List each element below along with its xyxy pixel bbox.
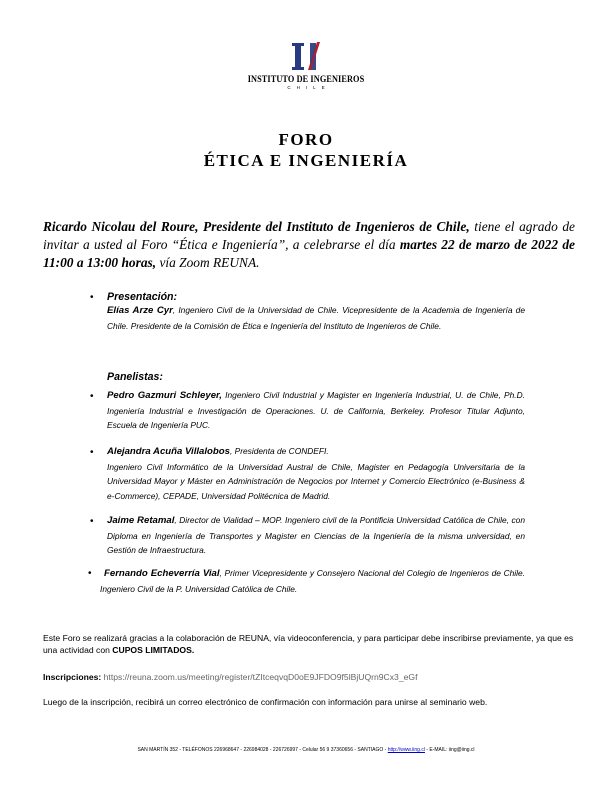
intro-date: martes 22 de marzo de 2022 de 11:00 a 13:00 horas, (43, 237, 575, 270)
panelist-role: , Presidenta de CONDEFI. (229, 446, 329, 456)
registration-link[interactable]: https://reuna.zoom.us/meeting/register/tZItceqvqD0oE9JFDO9f5lBjUQrn9Cx3_eGf (103, 672, 418, 682)
collaboration-text: Este Foro se realizará gracias a la colaboración de REUNA, vía videoconferencia, y para participar debe inscribirse previamente, ya que es una actividad con (43, 633, 574, 655)
panelist-description: , Director de Vialidad – MOP. Ingeniero civil de la Pontificia Universidad Católica de Chile, con Diploma en Ingeniería de Transportes y Magister en Ciencias de la Ingeniería de la misma universidad, en Gestión de Infraestructura. (107, 515, 525, 556)
institute-logo (0, 40, 612, 90)
presentation-item (107, 291, 525, 333)
presentation-bullet: • (90, 292, 94, 303)
panelist-description: Ingeniero Civil Industrial y Magister en Ingeniería Industrial, U. de Chile, Ph.D. Ingeniería Industrial e Investigación de Operaciones. U. de California, Berkeley. Profesor Titular Adjunto, Escuela de Ingeniería PUC. (107, 390, 526, 431)
footer-address: SAN MARTÍN 352 - TELÉFONOS 226968647 - 226984028 - 226726997 - Celular 56 9 37360656 - SANTIAGO - (137, 747, 388, 753)
institute-logo-mark (288, 40, 324, 72)
logo-name: INSTITUTO DE INGENIEROS (247, 74, 365, 84)
footer-email[interactable]: iing@iing.cl (448, 747, 475, 753)
logo-subtitle: CHILE (287, 85, 331, 90)
limited-seats: CUPOS LIMITADOS. (112, 645, 195, 655)
presentation-description (107, 303, 525, 333)
panelist-description: , Primer Vicepresidente y Consejero Nacional del Colegio de Ingenieros de Chile. Ingeniero Civil de la P. Universidad Católica de Chile. (100, 568, 525, 594)
panelist-item (107, 444, 525, 503)
footer (0, 747, 612, 753)
panelist-item (107, 513, 525, 558)
panelist-bullet: • (90, 391, 94, 402)
footer-email-label: - E-MAIL: (424, 747, 449, 753)
registration-line (43, 671, 575, 683)
panelist-item (107, 388, 525, 433)
panelist-description: Ingeniero Civil Informático de la Universidad Austral de Chile, Magister en Pedagogía Universitaria de la Universidad Mayor y Máster en Administración de Negocios por Internet y Comercio Electrónico (e-Business & e-Commerce), CEPADE, Universidad Politécnica de Madrid. (107, 461, 525, 501)
panelist-bullet: • (90, 516, 94, 527)
panelist-name: Pedro Gazmuri Schleyer, (107, 390, 222, 401)
panelist-bullet: • (88, 568, 92, 579)
presenter-description: , Ingeniero Civil de la Universidad de Chile. Vicepresidente de la Academia de Ingeniería de Chile. Presidente de la Comisión de Ética e Ingeniería del Instituto de Ingenieros de Chile. (107, 305, 525, 331)
intro-paragraph (43, 218, 575, 272)
collaboration-paragraph (43, 632, 575, 656)
intro-host: Ricardo Nicolau del Roure, Presidente del Instituto de Ingenieros de Chile, (43, 219, 470, 234)
panelist-name: Jaime Retamal (107, 515, 175, 526)
intro-text-2: vía Zoom REUNA. (156, 255, 260, 270)
panelist-name: Alejandra Acuña Villalobos (107, 446, 230, 457)
confirmation-paragraph: Luego de la inscripción, recibirá un correo electrónico de confirmación con información para unirse al seminario web. (43, 697, 488, 707)
registration-label: Inscripciones: (43, 672, 102, 682)
panelist-name: Fernando Echeverría Vial (104, 568, 220, 579)
title-line-1: FORO (278, 130, 334, 149)
presentation-heading: Presentación: (107, 291, 178, 303)
footer-website-link[interactable]: http://www.iing.cl (387, 747, 425, 753)
panelists-label: Panelistas: (107, 371, 163, 383)
panelist-item (100, 566, 525, 596)
panelist-bullet: • (90, 447, 94, 458)
intro-text-1: tiene el agrado de invitar a usted al Foro “Ética e Ingeniería”, a celebrarse el día (43, 219, 575, 252)
presenter-name: Elías Arze Cyr (107, 305, 173, 316)
title-line-2: ÉTICA E INGENIERÍA (203, 151, 409, 170)
